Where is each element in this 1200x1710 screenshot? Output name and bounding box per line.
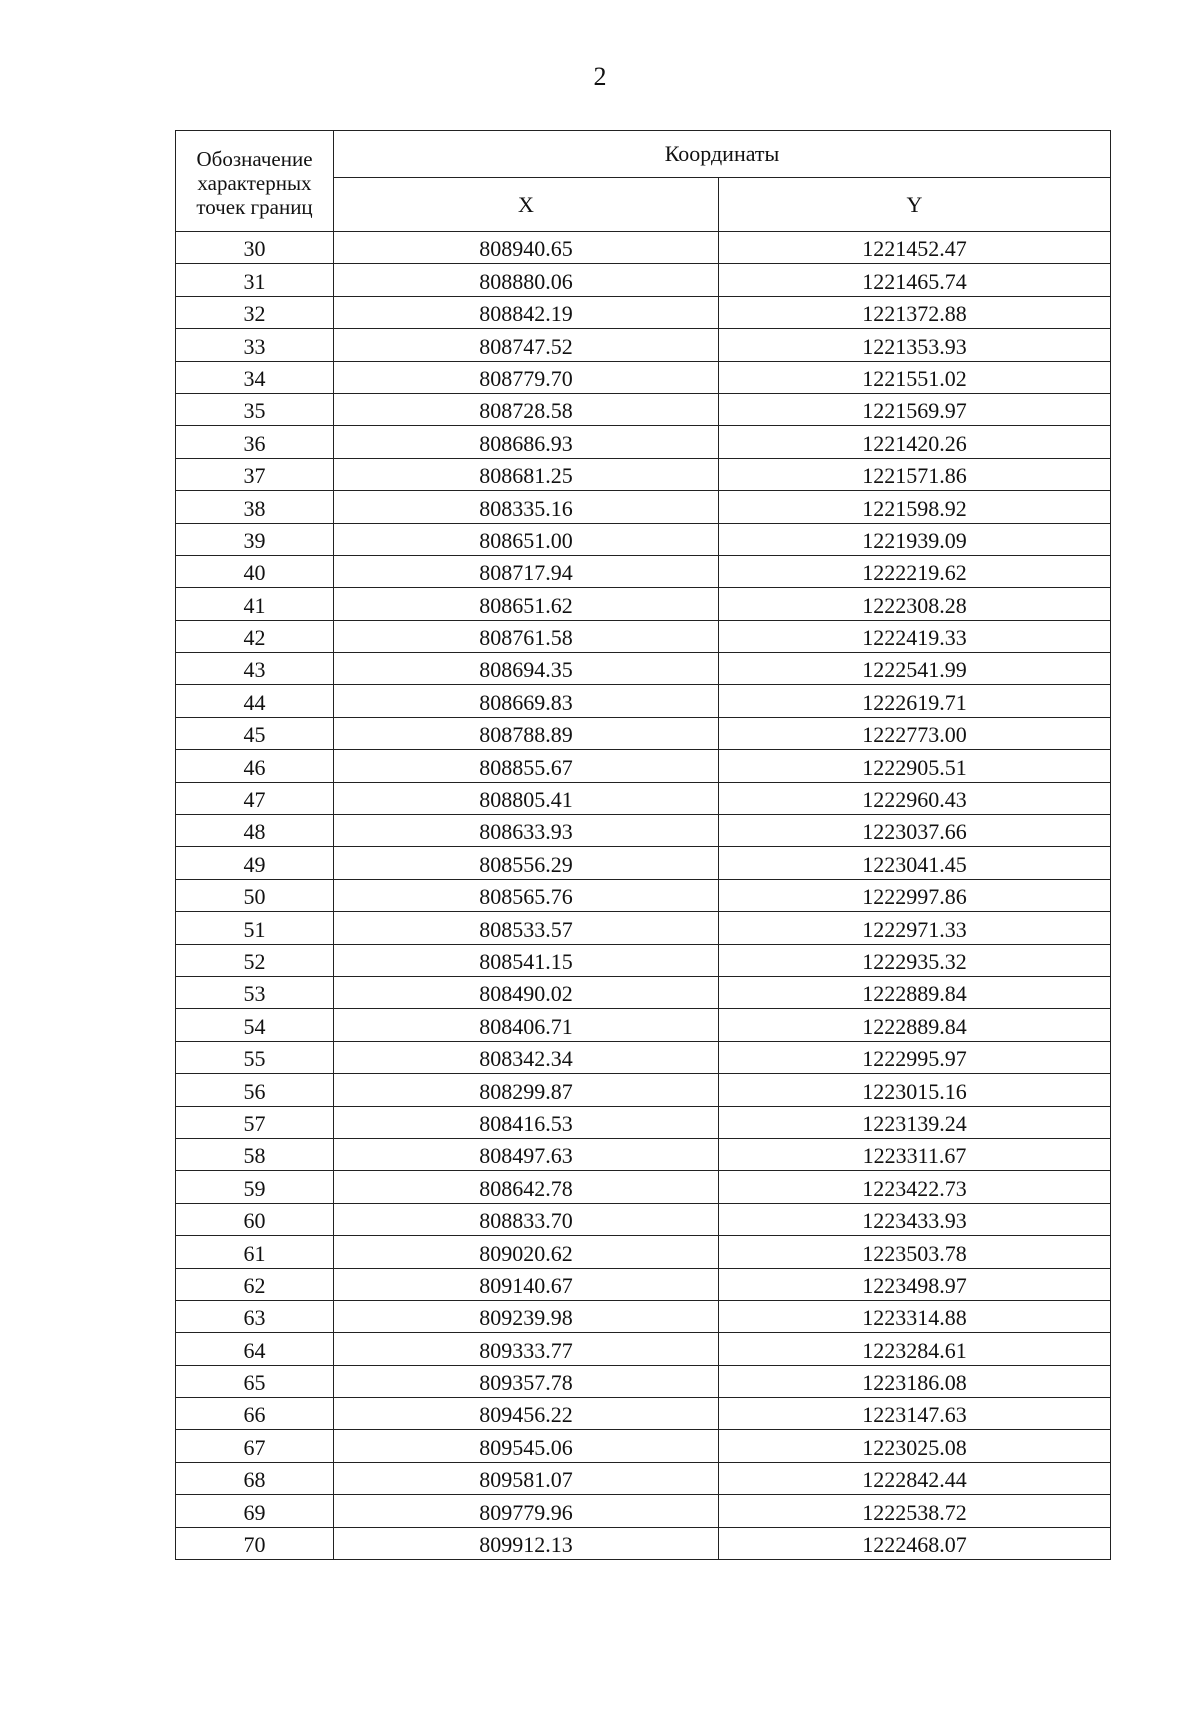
cell-y: 1223186.08 — [719, 1365, 1111, 1397]
table-row — [176, 1333, 1111, 1365]
cell-y: 1223311.67 — [719, 1138, 1111, 1170]
table-row — [176, 1171, 1111, 1203]
cell-x: 808342.34 — [334, 1041, 719, 1073]
cell-point: 58 — [176, 1138, 334, 1170]
cell-y: 1223139.24 — [719, 1106, 1111, 1138]
table-header — [176, 131, 1111, 232]
cell-x: 808779.70 — [334, 361, 719, 393]
cell-point: 42 — [176, 620, 334, 652]
cell-y: 1222960.43 — [719, 782, 1111, 814]
cell-y: 1222541.99 — [719, 653, 1111, 685]
cell-point: 53 — [176, 976, 334, 1008]
cell-x: 809545.06 — [334, 1430, 719, 1462]
table-row — [176, 296, 1111, 328]
cell-point: 45 — [176, 717, 334, 749]
cell-point: 64 — [176, 1333, 334, 1365]
table-row — [176, 782, 1111, 814]
cell-point: 55 — [176, 1041, 334, 1073]
cell-point: 47 — [176, 782, 334, 814]
table-row — [176, 1527, 1111, 1559]
table-row — [176, 653, 1111, 685]
cell-point: 34 — [176, 361, 334, 393]
cell-y: 1222935.32 — [719, 944, 1111, 976]
table-row — [176, 1009, 1111, 1041]
cell-y: 1221420.26 — [719, 426, 1111, 458]
cell-y: 1222905.51 — [719, 750, 1111, 782]
cell-x: 808788.89 — [334, 717, 719, 749]
cell-y: 1222419.33 — [719, 620, 1111, 652]
cell-point: 61 — [176, 1236, 334, 1268]
table-row — [176, 1495, 1111, 1527]
cell-x: 809333.77 — [334, 1333, 719, 1365]
table-row — [176, 1430, 1111, 1462]
table-row — [176, 1106, 1111, 1138]
cell-y: 1222619.71 — [719, 685, 1111, 717]
cell-y: 1223433.93 — [719, 1203, 1111, 1235]
cell-point: 63 — [176, 1300, 334, 1332]
table-row — [176, 685, 1111, 717]
cell-point: 46 — [176, 750, 334, 782]
cell-x: 809020.62 — [334, 1236, 719, 1268]
cell-x: 808833.70 — [334, 1203, 719, 1235]
table-body — [176, 232, 1111, 1560]
table-row — [176, 815, 1111, 847]
cell-point: 32 — [176, 296, 334, 328]
cell-x: 808406.71 — [334, 1009, 719, 1041]
cell-point: 39 — [176, 523, 334, 555]
table-row — [176, 1300, 1111, 1332]
cell-point: 43 — [176, 653, 334, 685]
cell-y: 1222468.07 — [719, 1527, 1111, 1559]
cell-x: 808747.52 — [334, 329, 719, 361]
cell-point: 38 — [176, 491, 334, 523]
cell-y: 1222842.44 — [719, 1462, 1111, 1494]
header-y: Y — [719, 178, 1111, 232]
cell-x: 808940.65 — [334, 232, 719, 264]
table-row — [176, 750, 1111, 782]
cell-x: 808651.00 — [334, 523, 719, 555]
table-row — [176, 847, 1111, 879]
cell-x: 808686.93 — [334, 426, 719, 458]
cell-point: 67 — [176, 1430, 334, 1462]
header-coordinates: Координаты — [334, 131, 1111, 178]
cell-y: 1221452.47 — [719, 232, 1111, 264]
cell-y: 1223025.08 — [719, 1430, 1111, 1462]
table-row — [176, 1203, 1111, 1235]
cell-x: 809456.22 — [334, 1398, 719, 1430]
cell-x: 809912.13 — [334, 1527, 719, 1559]
cell-y: 1221569.97 — [719, 393, 1111, 425]
cell-y: 1223041.45 — [719, 847, 1111, 879]
header-x: X — [334, 178, 719, 232]
cell-point: 50 — [176, 879, 334, 911]
cell-point: 70 — [176, 1527, 334, 1559]
cell-point: 44 — [176, 685, 334, 717]
table-row — [176, 426, 1111, 458]
cell-point: 69 — [176, 1495, 334, 1527]
table-row — [176, 1268, 1111, 1300]
cell-y: 1221372.88 — [719, 296, 1111, 328]
cell-y: 1223314.88 — [719, 1300, 1111, 1332]
table-row — [176, 1236, 1111, 1268]
cell-y: 1221353.93 — [719, 329, 1111, 361]
cell-x: 808533.57 — [334, 912, 719, 944]
table-row — [176, 620, 1111, 652]
table-row — [176, 264, 1111, 296]
cell-point: 48 — [176, 815, 334, 847]
cell-y: 1221939.09 — [719, 523, 1111, 555]
cell-y: 1222538.72 — [719, 1495, 1111, 1527]
cell-point: 62 — [176, 1268, 334, 1300]
cell-point: 30 — [176, 232, 334, 264]
cell-x: 809779.96 — [334, 1495, 719, 1527]
cell-x: 808669.83 — [334, 685, 719, 717]
cell-point: 57 — [176, 1106, 334, 1138]
cell-x: 808761.58 — [334, 620, 719, 652]
cell-x: 808335.16 — [334, 491, 719, 523]
cell-x: 809357.78 — [334, 1365, 719, 1397]
cell-point: 41 — [176, 588, 334, 620]
table-row — [176, 329, 1111, 361]
cell-point: 52 — [176, 944, 334, 976]
cell-y: 1223037.66 — [719, 815, 1111, 847]
cell-y: 1222971.33 — [719, 912, 1111, 944]
cell-y: 1222308.28 — [719, 588, 1111, 620]
cell-x: 808805.41 — [334, 782, 719, 814]
cell-x: 808490.02 — [334, 976, 719, 1008]
cell-x: 808416.53 — [334, 1106, 719, 1138]
cell-y: 1223422.73 — [719, 1171, 1111, 1203]
table-row — [176, 393, 1111, 425]
cell-y: 1221551.02 — [719, 361, 1111, 393]
table-row — [176, 232, 1111, 264]
cell-y: 1222219.62 — [719, 555, 1111, 587]
cell-x: 808565.76 — [334, 879, 719, 911]
cell-point: 66 — [176, 1398, 334, 1430]
table-row — [176, 361, 1111, 393]
cell-point: 35 — [176, 393, 334, 425]
cell-x: 808717.94 — [334, 555, 719, 587]
table-row — [176, 976, 1111, 1008]
page-number: 2 — [593, 62, 607, 91]
cell-point: 60 — [176, 1203, 334, 1235]
cell-point: 36 — [176, 426, 334, 458]
cell-point: 33 — [176, 329, 334, 361]
table-row — [176, 912, 1111, 944]
coordinates-table — [175, 130, 1111, 1560]
table-row — [176, 1138, 1111, 1170]
cell-y: 1223284.61 — [719, 1333, 1111, 1365]
cell-y: 1222995.97 — [719, 1041, 1111, 1073]
table-row — [176, 523, 1111, 555]
cell-x: 808728.58 — [334, 393, 719, 425]
cell-x: 808556.29 — [334, 847, 719, 879]
header-point-designation: Обозначение характерных точек границ — [176, 131, 334, 232]
cell-x: 808299.87 — [334, 1074, 719, 1106]
table-row — [176, 1365, 1111, 1397]
cell-point: 37 — [176, 458, 334, 490]
cell-point: 56 — [176, 1074, 334, 1106]
cell-y: 1222889.84 — [719, 976, 1111, 1008]
cell-x: 808842.19 — [334, 296, 719, 328]
cell-point: 68 — [176, 1462, 334, 1494]
table-row — [176, 555, 1111, 587]
cell-point: 54 — [176, 1009, 334, 1041]
table-row — [176, 944, 1111, 976]
table-row — [176, 588, 1111, 620]
cell-y: 1223147.63 — [719, 1398, 1111, 1430]
cell-point: 51 — [176, 912, 334, 944]
cell-x: 808642.78 — [334, 1171, 719, 1203]
cell-x: 808497.63 — [334, 1138, 719, 1170]
cell-point: 49 — [176, 847, 334, 879]
cell-point: 59 — [176, 1171, 334, 1203]
cell-y: 1222889.84 — [719, 1009, 1111, 1041]
table-row — [176, 1074, 1111, 1106]
cell-x: 809581.07 — [334, 1462, 719, 1494]
cell-point: 40 — [176, 555, 334, 587]
cell-x: 808694.35 — [334, 653, 719, 685]
table-row — [176, 1041, 1111, 1073]
cell-x: 808880.06 — [334, 264, 719, 296]
cell-y: 1223498.97 — [719, 1268, 1111, 1300]
table-row — [176, 1462, 1111, 1494]
table-row — [176, 458, 1111, 490]
cell-x: 808651.62 — [334, 588, 719, 620]
cell-x: 808633.93 — [334, 815, 719, 847]
cell-y: 1222773.00 — [719, 717, 1111, 749]
cell-point: 31 — [176, 264, 334, 296]
cell-x: 809239.98 — [334, 1300, 719, 1332]
table-row — [176, 717, 1111, 749]
cell-x: 808681.25 — [334, 458, 719, 490]
cell-y: 1223015.16 — [719, 1074, 1111, 1106]
cell-point: 65 — [176, 1365, 334, 1397]
cell-x: 809140.67 — [334, 1268, 719, 1300]
cell-x: 808541.15 — [334, 944, 719, 976]
cell-y: 1221571.86 — [719, 458, 1111, 490]
cell-y: 1223503.78 — [719, 1236, 1111, 1268]
table-row — [176, 491, 1111, 523]
table-row — [176, 1398, 1111, 1430]
table-row — [176, 879, 1111, 911]
cell-x: 808855.67 — [334, 750, 719, 782]
cell-y: 1222997.86 — [719, 879, 1111, 911]
cell-y: 1221465.74 — [719, 264, 1111, 296]
cell-y: 1221598.92 — [719, 491, 1111, 523]
